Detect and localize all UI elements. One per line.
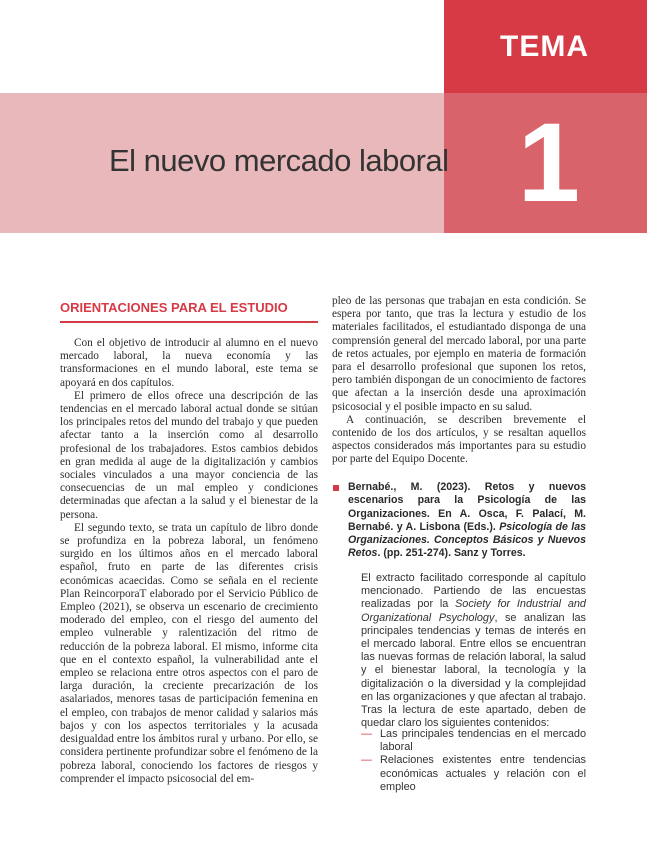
section-heading: ORIENTACIONES PARA EL ESTUDIO (60, 300, 318, 323)
reference-book-title: Psicología de las Organizaciones. Conceptos Básicos y Nuevos Retos (348, 520, 586, 560)
list-item (361, 728, 586, 754)
bibliographic-reference (348, 481, 586, 561)
reference-pages-publisher: . (pp. 251-274). Sanz y Torres. (377, 547, 526, 560)
left-column (60, 337, 318, 786)
list-item (361, 754, 586, 794)
contents-list (361, 728, 586, 794)
square-bullet-icon (333, 485, 339, 491)
tema-label: TEMA (500, 29, 589, 63)
dash-bullet-icon: — (361, 754, 372, 767)
paragraph: A continuación, se describen brevemente el contenido de los dos artículos, y se resaltan aquellos aspectos considerados más importantes para su estudio por parte del Equipo Docente. (332, 413, 586, 466)
extract-description (361, 572, 586, 730)
paragraph: El primero de ellos ofrece una descripción de las tendencias en el mercado laboral actual donde se sitúan los principales retos del mundo del trabajo y que pueden afectar tanto a la inserción como al desarrollo profesional de los trabajadores. Estos cambios debidos en gran medida al auge de la digitalización y cambios sociales vinculados a una mayor conciencia de las consecuencias de un mal empleo y condiciones determinadas que afectan a la salud y el bienestar de la persona. (60, 389, 318, 521)
reference-authors: Bernabé., M. (2023). Retos y nuevos escenarios para la Psicología de las Organizaciones. En A. Osca, F. Palací, M. Bernabé. y A. Lisbona (Eds.). (348, 481, 586, 533)
extract-society-name: Society for Industrial and Organizational Psychology (361, 598, 586, 624)
list-item-text: Las principales tendencias en el mercado laboral (380, 728, 586, 754)
paragraph: El segundo texto, se trata un capítulo de libro donde se profundiza en la pobreza laboral, un fenómeno surgido en los últimos años en el mercado laboral español, fruto en parte de las diferentes crisis económicas acaecidas. Como se señala en el reciente Plan ReincorporaT elaborado por el Servicio Público de Empleo (2021), se observa un escenario de crecimiento moderado del empleo, con el riesgo del aumento del empleo vulnerable y ralentización del ritmo de reducción de la pobreza laboral. El mismo, informe cita que en el contexto español, la vulnerabilidad ante el empleo se relaciona entre otros aspectos con el paro de larga duración, la creciente precarización de los asalariados, menores tasas de participación femenina en el empleo, con trabajos de menor calidad y salarios más bajos y con los aspectos territoriales y la acusada desigualdad entre los ámbitos rural y urbano. Por ello, se considera pertinente profundizar sobre el fenómeno de la pobreza laboral, conociendo los factores de riesgos y comprender el impacto psicosocial del em- (60, 521, 318, 785)
right-column (332, 295, 586, 467)
extract-text-end: , se analizan las principales tendencias y temas de interés en el mercado laboral. Entre ellos se encuentran las nuevas formas de relación laboral, la salud y el bienestar laboral, la tecnología y la digitalización o la diversidad y la complejidad en las organizaciones y que afectan al trabajo. Tras la lectura de este apartado, deben de quedar claro los siguientes contenidos: (361, 611, 586, 730)
extract-text-start: El extracto facilitado corresponde al capítulo mencionado. Partiendo de las encuestas realizadas por la (361, 572, 586, 611)
tema-label-box (444, 0, 647, 93)
paragraph-continuation: pleo de las personas que trabajan en esta condición. Se espera por tanto, que tras la lectura y estudio de los materiales facilitados, el estudiantado disponga de una comprensión general del mercado laboral, por una parte de retos actuales, por ejemplo en materia de formación para el desarrollo profesional que suponen los retos, pero también dispongan de un conocimiento de factores que afectan a la inserción desde una aproximación psicosocial y el posible impacto en su salud. (332, 295, 586, 413)
dash-bullet-icon: — (361, 728, 372, 740)
paragraph: Con el objetivo de introducir al alumno en el nuevo mercado laboral, la nueva economía y las transformaciones en el mundo laboral, este tema se apoyará en dos capítulos. (60, 337, 318, 389)
chapter-title: El nuevo mercado laboral (109, 143, 449, 178)
chapter-number: 1 (517, 100, 580, 225)
list-item-text: Relaciones existentes entre tendencias económicas actuales y relación con el empleo (380, 754, 586, 793)
